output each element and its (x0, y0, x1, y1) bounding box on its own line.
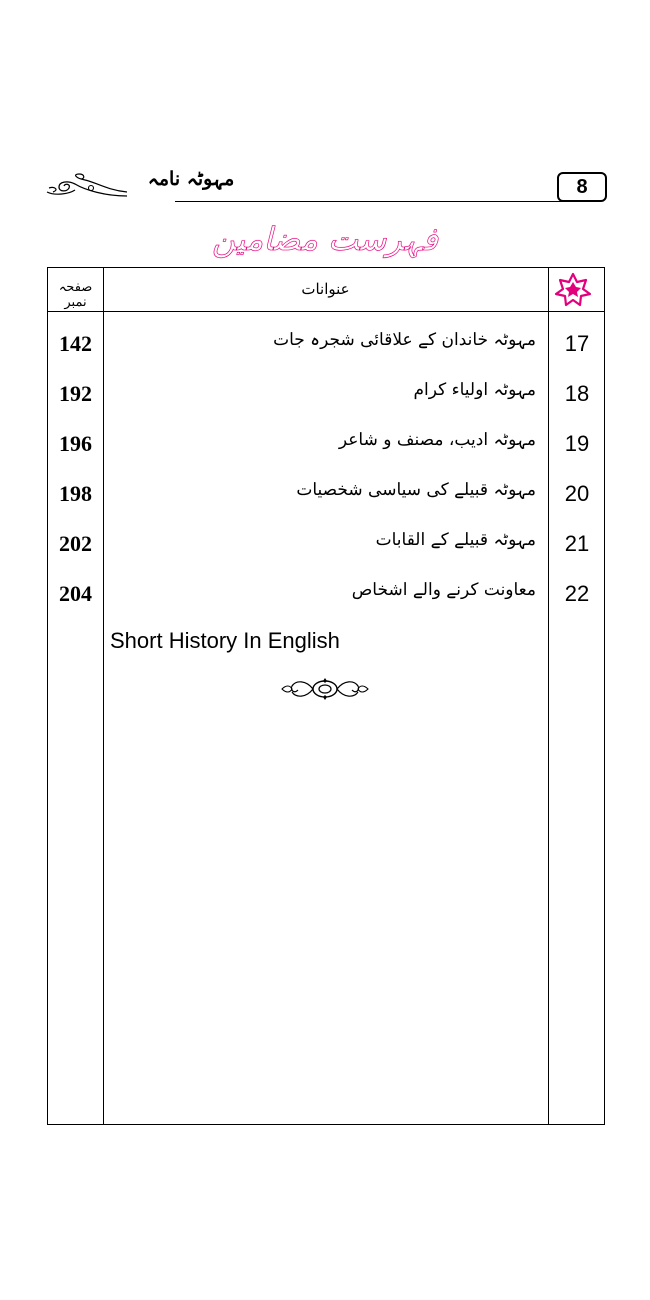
header-rule (175, 201, 577, 202)
toc-page: 204 (59, 581, 92, 606)
book-title: مہوٹہ نامہ (147, 168, 235, 190)
toc-entry: مہوٹہ اولیاء کرام (413, 380, 536, 400)
page-number: 8 (557, 172, 607, 202)
toc-number: 18 (564, 381, 590, 406)
toc-page: 196 (59, 431, 92, 456)
toc-number: 22 (564, 581, 590, 606)
column-header-titles: عنوانات (301, 280, 350, 298)
toc-entry: مہوٹہ ادیب، مصنف و شاعر (338, 430, 536, 450)
page-header (45, 168, 607, 208)
toc-row[interactable] (48, 471, 604, 521)
toc-row[interactable] (48, 371, 604, 421)
toc-entry: مہوٹہ قبیلے کے القابات (375, 530, 536, 550)
toc-page: 202 (59, 531, 92, 556)
header-divider (48, 311, 604, 312)
column-header-pages: صفحہ نمبر (58, 280, 93, 310)
toc-title: فہرست مضامین (212, 220, 438, 258)
toc-entry: معاونت کرنے والے اشخاص (351, 580, 536, 600)
toc-number: 20 (564, 481, 590, 506)
toc-row[interactable] (48, 571, 604, 621)
english-history-entry[interactable]: Short History In English (110, 628, 340, 653)
toc-page: 142 (59, 331, 92, 356)
toc-row[interactable] (48, 421, 604, 471)
toc-page: 198 (59, 481, 92, 506)
toc-row[interactable] (48, 321, 604, 371)
toc-number: 21 (564, 531, 590, 556)
toc-row[interactable] (48, 521, 604, 571)
toc-table (47, 267, 605, 1125)
toc-entry: مہوٹہ قبیلے کی سیاسی شخصیات (296, 480, 536, 500)
end-ornament-icon (280, 674, 370, 704)
toc-entry: مہوٹہ خاندان کے علاقائی شجرہ جات (273, 330, 536, 350)
ornament-icon (45, 170, 129, 200)
star-icon (554, 272, 592, 308)
toc-number: 17 (564, 331, 590, 356)
toc-number: 19 (564, 431, 590, 456)
toc-page: 192 (59, 381, 92, 406)
